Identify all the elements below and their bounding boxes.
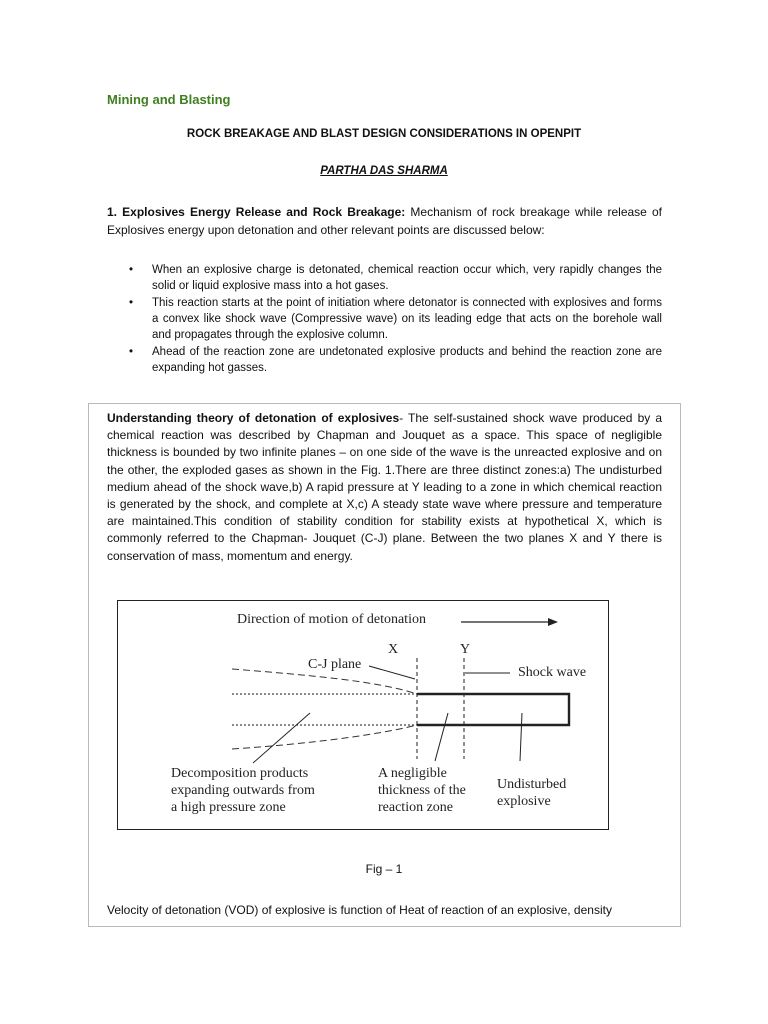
bullet-glyph: • — [129, 297, 134, 309]
gas-boundary-lower — [232, 725, 417, 749]
negligible-leader-line — [435, 713, 448, 761]
list-item — [107, 262, 662, 294]
theory-paragraph — [107, 410, 662, 565]
theory-text: - The self-sustained shock wave produced by a chemical reaction was described by Chapman and Jouquet as a space. This space of negligible thickness is bounded by two infinite planes – on one side of the wave is the unreacted explosive and on the other, the exploded gases as shown in the Fig. 1.There are three distinct zones:a) The undisturbed medium ahead of the shock wave,b) A rapid pressure at Y leading to a zone in which chemical reaction is generated by the shock, and complete at X,c) A steady state wave where pressure and temperature are maintained.This condition of stability condition for stability exists at hypothetical X, which is commonly referred to the Chapman- Jouquet (C-J) plane. Between the two planes X and Y there is conservation of mass, momentum and energy. — [107, 411, 662, 563]
list-item — [107, 344, 662, 376]
author-name: PARTHA DAS SHARMA — [320, 165, 448, 177]
x-plane-label: X — [388, 642, 399, 657]
y-plane-label: Y — [460, 642, 471, 657]
negligible-zone-label: A negligible thickness of the reaction zone — [378, 766, 466, 815]
vod-paragraph: Velocity of detonation (VOD) of explosive is function of Heat of reaction of an explosive, density — [107, 903, 612, 917]
figure-caption: Fig – 1 — [365, 862, 403, 876]
arrow-head — [548, 618, 558, 626]
direction-label: Direction of motion of detonation — [237, 612, 426, 627]
list-item-text: When an explosive charge is detonated, chemical reaction occur which, very rapidly changes the solid or liquid explosive mass into a hot gases. — [152, 264, 662, 292]
intro-paragraph — [107, 203, 662, 239]
bullet-glyph: • — [129, 346, 134, 358]
list-item-text: This reaction starts at the point of initiation where detonator is connected with explosives and forms a convex like shock wave (Compressive wave) on its leading edge that acts on the borehole wall and propagates through the explosive column. — [152, 297, 662, 341]
decomposition-leader-line — [253, 713, 310, 763]
section-label: Mining and Blasting — [107, 92, 231, 107]
explosive-charge — [417, 694, 569, 725]
decomposition-label: Decomposition products expanding outwards from a high pressure zone — [171, 766, 315, 815]
bullet-list — [107, 262, 662, 377]
intro-text: Mechanism of rock breakage while release of Explosives energy upon detonation and other relevant points are discussed below: — [107, 205, 662, 237]
undisturbed-label: Undisturbed explosive — [497, 777, 567, 809]
detonation-figure — [117, 600, 609, 830]
bullet-glyph: • — [129, 264, 134, 276]
undisturbed-leader-line — [520, 713, 522, 761]
cj-plane-label: C-J plane — [308, 657, 362, 672]
shock-wave-label: Shock wave — [518, 665, 587, 680]
cj-leader-line — [369, 666, 415, 679]
theory-heading: Understanding theory of detonation of explosives — [107, 411, 400, 425]
intro-heading: 1. Explosives Energy Release and Rock Breakage: — [107, 205, 406, 219]
list-item — [107, 295, 662, 343]
list-item-text: Ahead of the reaction zone are undetonated explosive products and behind the reaction zone are expanding hot gasses. — [152, 346, 662, 374]
document-title: ROCK BREAKAGE AND BLAST DESIGN CONSIDERATIONS IN OPENPIT — [186, 128, 582, 140]
